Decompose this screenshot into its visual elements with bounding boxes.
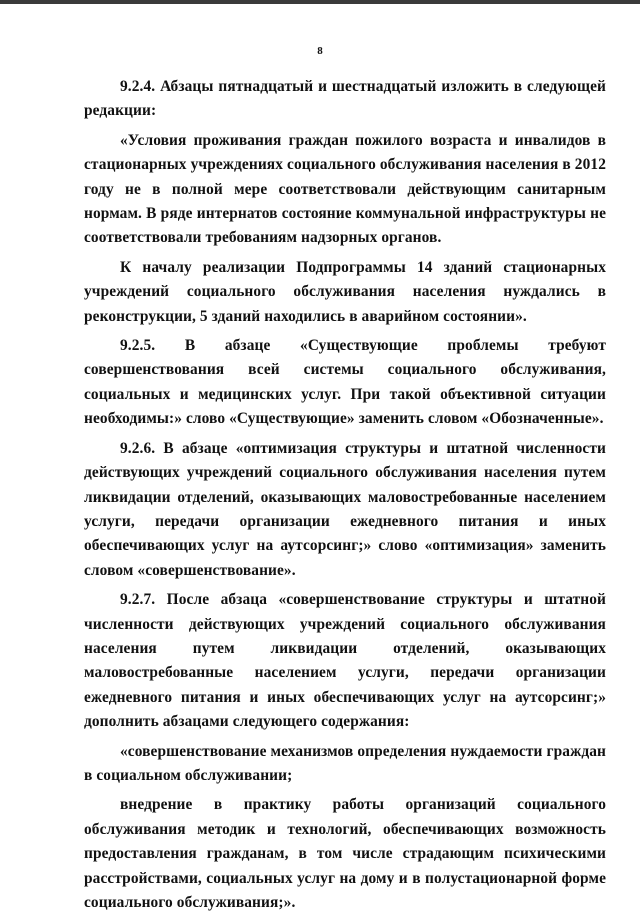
paragraph-9-2-4: 9.2.4. Абзацы пятнадцатый и шестнадцатый изложить в следующей редакции:: [84, 78, 606, 120]
document-body: [84, 75, 606, 920]
quoted-paragraph-reconstruction: К началу реализации Подпрограммы 14 зданий стационарных учреждений социального обслуживания населения нуждались в реконструкции, 5 зданий находились в аварийном состоянии».: [84, 258, 606, 325]
quoted-paragraph-practice-implementation: внедрение в практику работы организаций социального обслуживания методик и технологий, обеспечивающих возможность предоставления гражданам, в том числе страдающим психическими расстройствами, социальных услуг на дому и в полустационарной форме социального обслуживания;».: [84, 796, 606, 911]
paragraph-9-2-7: 9.2.7. После абзаца «совершенствование структуры и штатной численности действующих учреждений социального обслуживания населения путем ликвидации отделений, оказывающих маловостребованные населением услуги, передачи организации ежедневного питания и иных обеспечивающих услуг на аутсорсинг;» дополнить абзацами следующего содержания:: [84, 591, 606, 731]
top-border-line: [0, 0, 640, 4]
page-number: 8: [317, 45, 323, 57]
quoted-paragraph-living-conditions: «Условия проживания граждан пожилого возраста и инвалидов в стационарных учреждениях социального обслуживания населения в 2012 году не в полной мере соответствовали действующим санитарным нормам. В ряде интернатов состояние коммунальной инфраструктуры не соответствовали требованиям надзорных органов.: [84, 131, 606, 247]
quoted-paragraph-needs-assessment: «совершенствование механизмов определения нуждаемости граждан в социальном обслуживании;: [84, 742, 606, 784]
paragraph-9-2-5: 9.2.5. В абзаце «Существующие проблемы требуют совершенствования всей системы социального обслуживания, социальных и медицинских услуг. При такой объективной ситуации необходимы:» слово «Существующие» заменить словом «Обозначенные».: [84, 337, 606, 428]
paragraph-9-2-6: 9.2.6. В абзаце «оптимизация структуры и штатной численности действующих учреждений социального обслуживания населения путем ликвидации отделений, оказывающих маловостребованные населением услуги, передачи организации ежедневного питания и иных обеспечивающих услуг на аутсорсинг;» слово «оптимизация» заменить словом «совершенствование».: [84, 439, 606, 579]
